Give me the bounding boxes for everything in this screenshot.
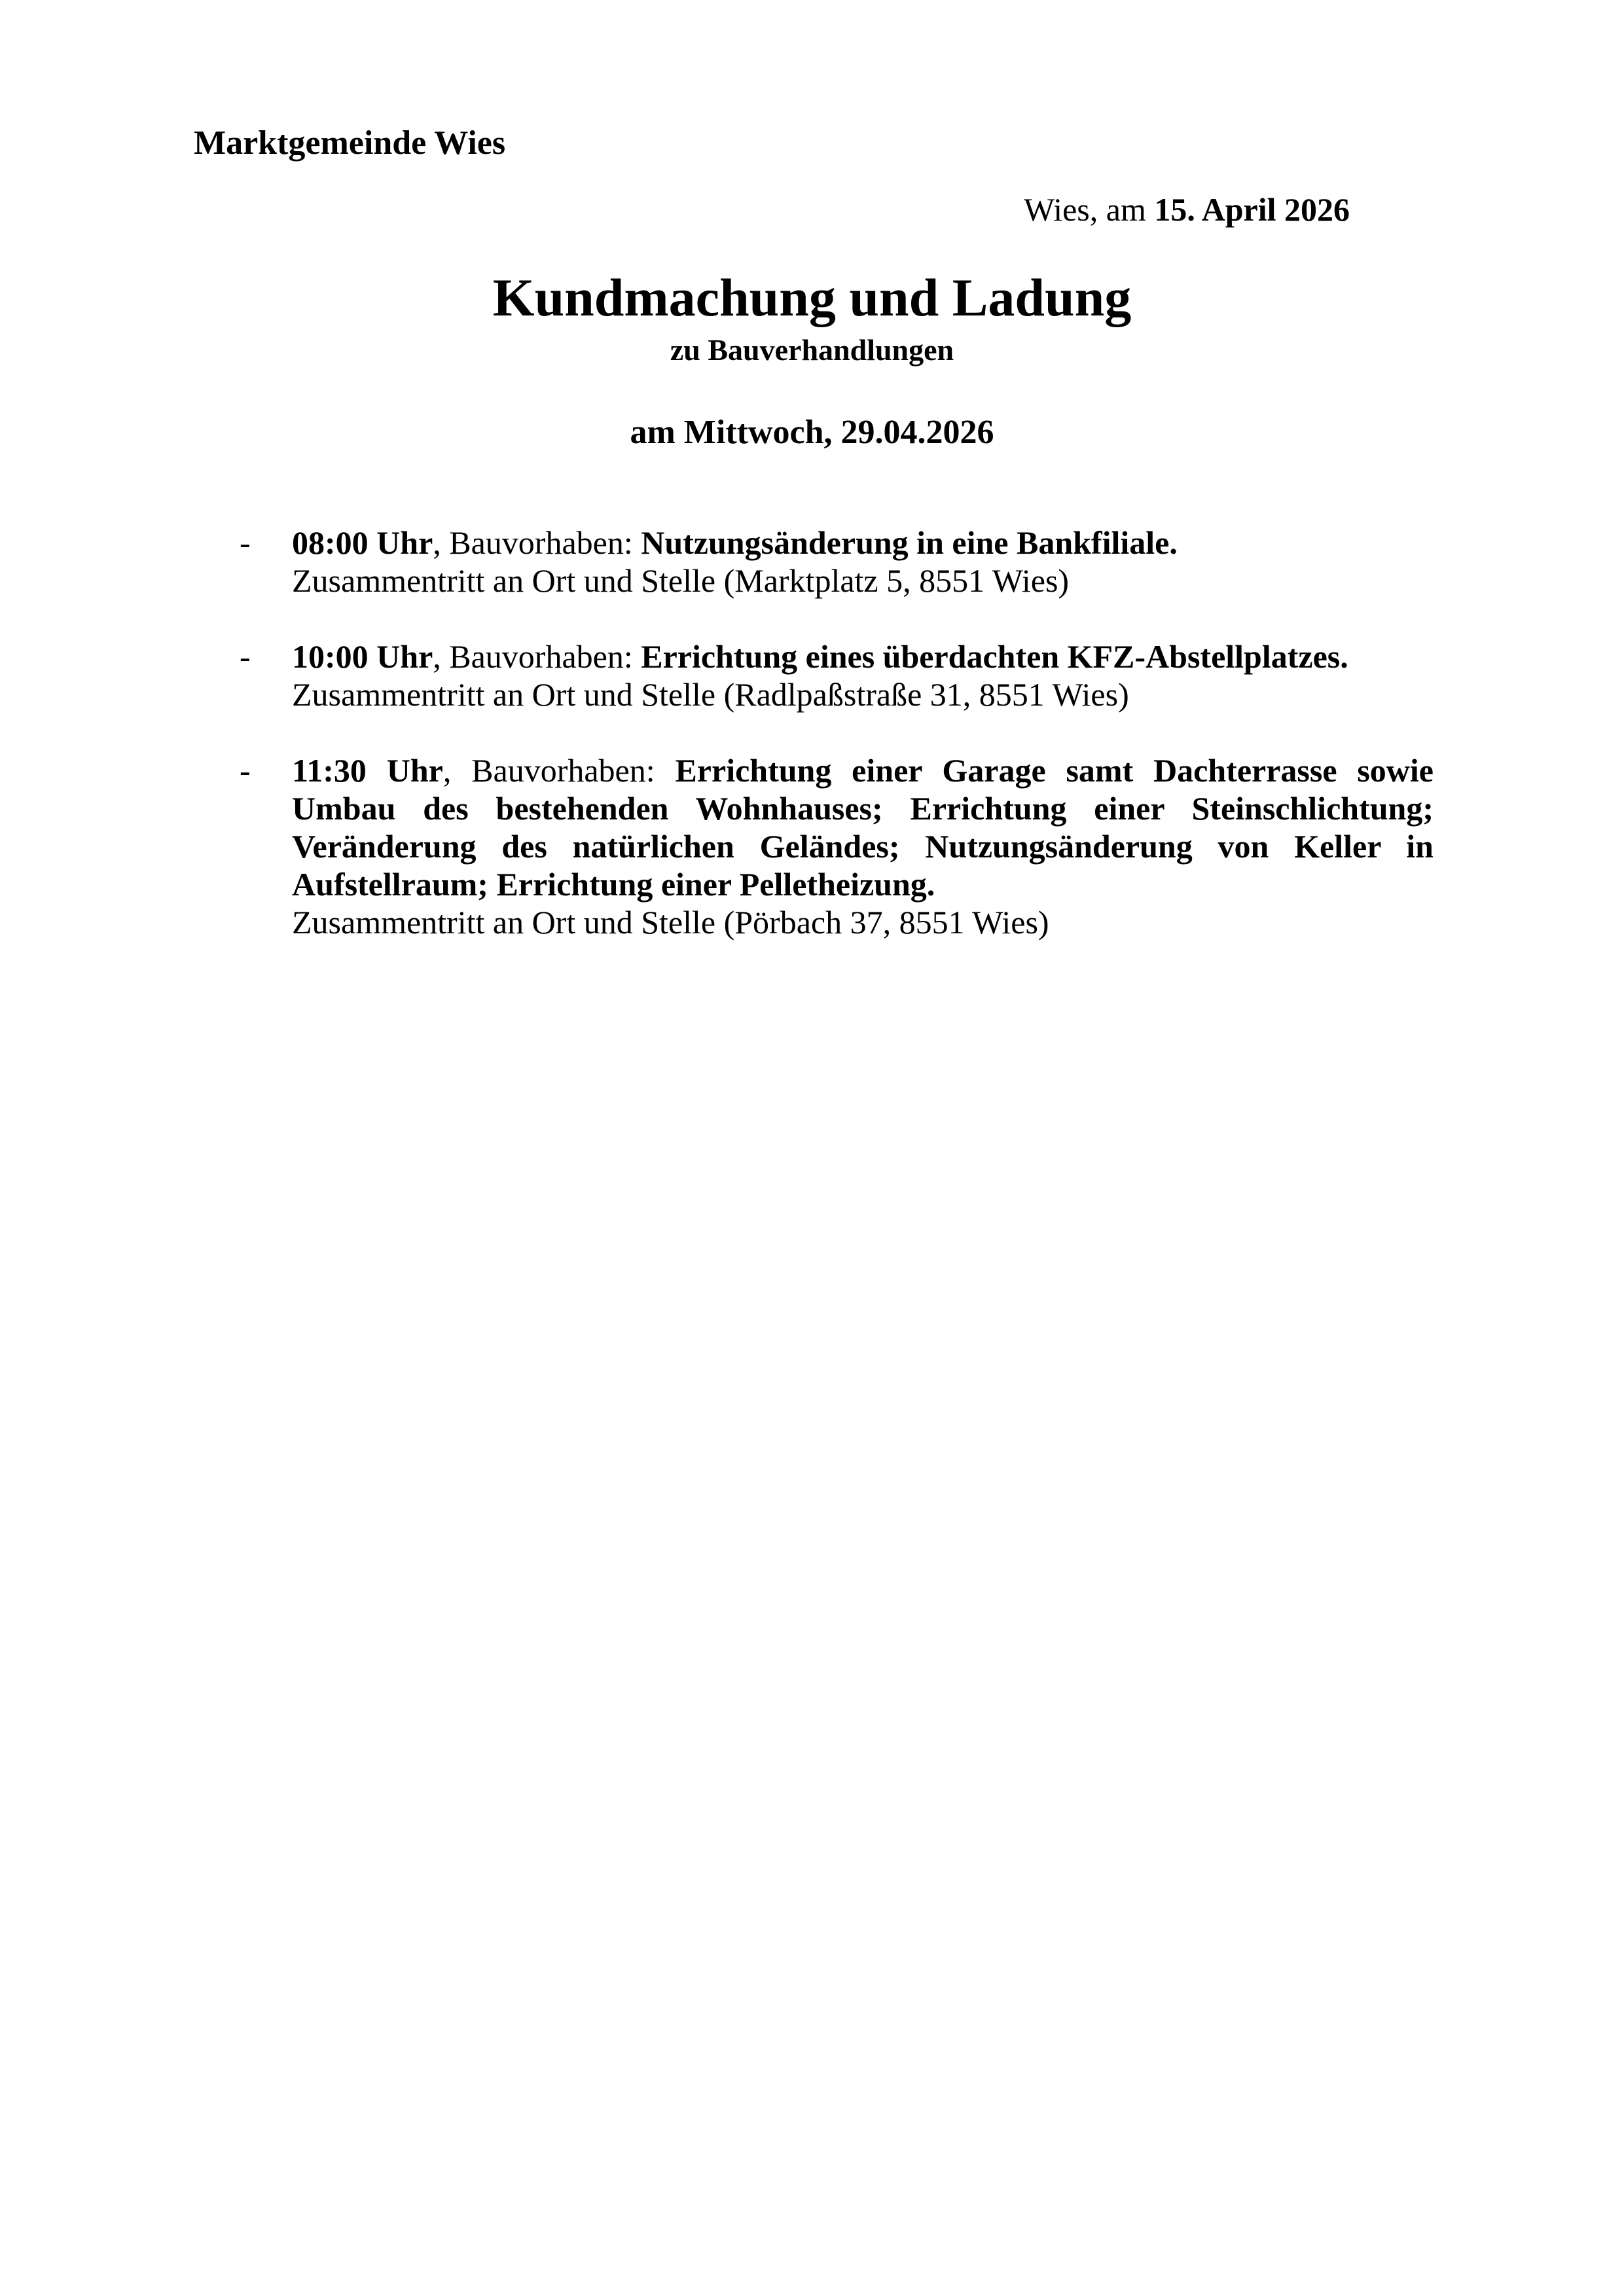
hearing-item (240, 637, 1434, 713)
hearing-separator: , Bauvorhaben: (442, 752, 676, 789)
list-bullet: - (240, 752, 251, 789)
hearing-time: 08:00 Uhr (292, 524, 433, 561)
issue-date-line (851, 188, 1350, 230)
document-title: Kundmachung und Ladung (492, 268, 1132, 327)
issuer-name: Marktgemeinde Wies (194, 124, 506, 162)
issue-date-value: 15. April 2026 (1154, 191, 1350, 228)
hearing-separator: , Bauvorhaben: (433, 524, 641, 561)
hearing-time: 11:30 Uhr (292, 752, 443, 789)
hearing-project: Errichtung einer Garage samt Dachterrasse sowie Umbau des bestehenden Wohnhauses; Errichtung einer Steinschlichtung; Veränderung des natürlichen Geländes; Nutzungsänderung von Keller in Aufstellraum; Errichtung einer Pelletheizung. (292, 752, 1434, 903)
session-date: am Mittwoch, 29.04.2026 (630, 414, 994, 451)
list-bullet: - (240, 524, 251, 561)
hearing-project: Nutzungsänderung in eine Bankfiliale. (641, 524, 1178, 561)
hearing-project: Errichtung eines überdachten KFZ-Abstellplatzes. (641, 638, 1348, 675)
hearing-location: Zusammentritt an Ort und Stelle (Pörbach 37, 8551 Wies) (292, 904, 1049, 941)
list-bullet: - (240, 638, 251, 675)
hearing-description (292, 637, 1434, 675)
hearing-list (240, 524, 1434, 979)
hearing-item (240, 524, 1434, 600)
hearing-description (292, 751, 1434, 903)
hearing-location: Zusammentritt an Ort und Stelle (Marktplatz 5, 8551 Wies) (292, 562, 1070, 599)
hearing-location: Zusammentritt an Ort und Stelle (Radlpaßstraße 31, 8551 Wies) (292, 676, 1129, 713)
hearing-separator: , Bauvorhaben: (433, 638, 641, 675)
hearing-description (292, 524, 1434, 562)
hearing-time: 10:00 Uhr (292, 638, 433, 675)
document-subtitle: zu Bauverhandlungen (670, 333, 954, 367)
hearing-item (240, 751, 1434, 941)
issue-date-prefix: Wies, am (1024, 191, 1155, 228)
